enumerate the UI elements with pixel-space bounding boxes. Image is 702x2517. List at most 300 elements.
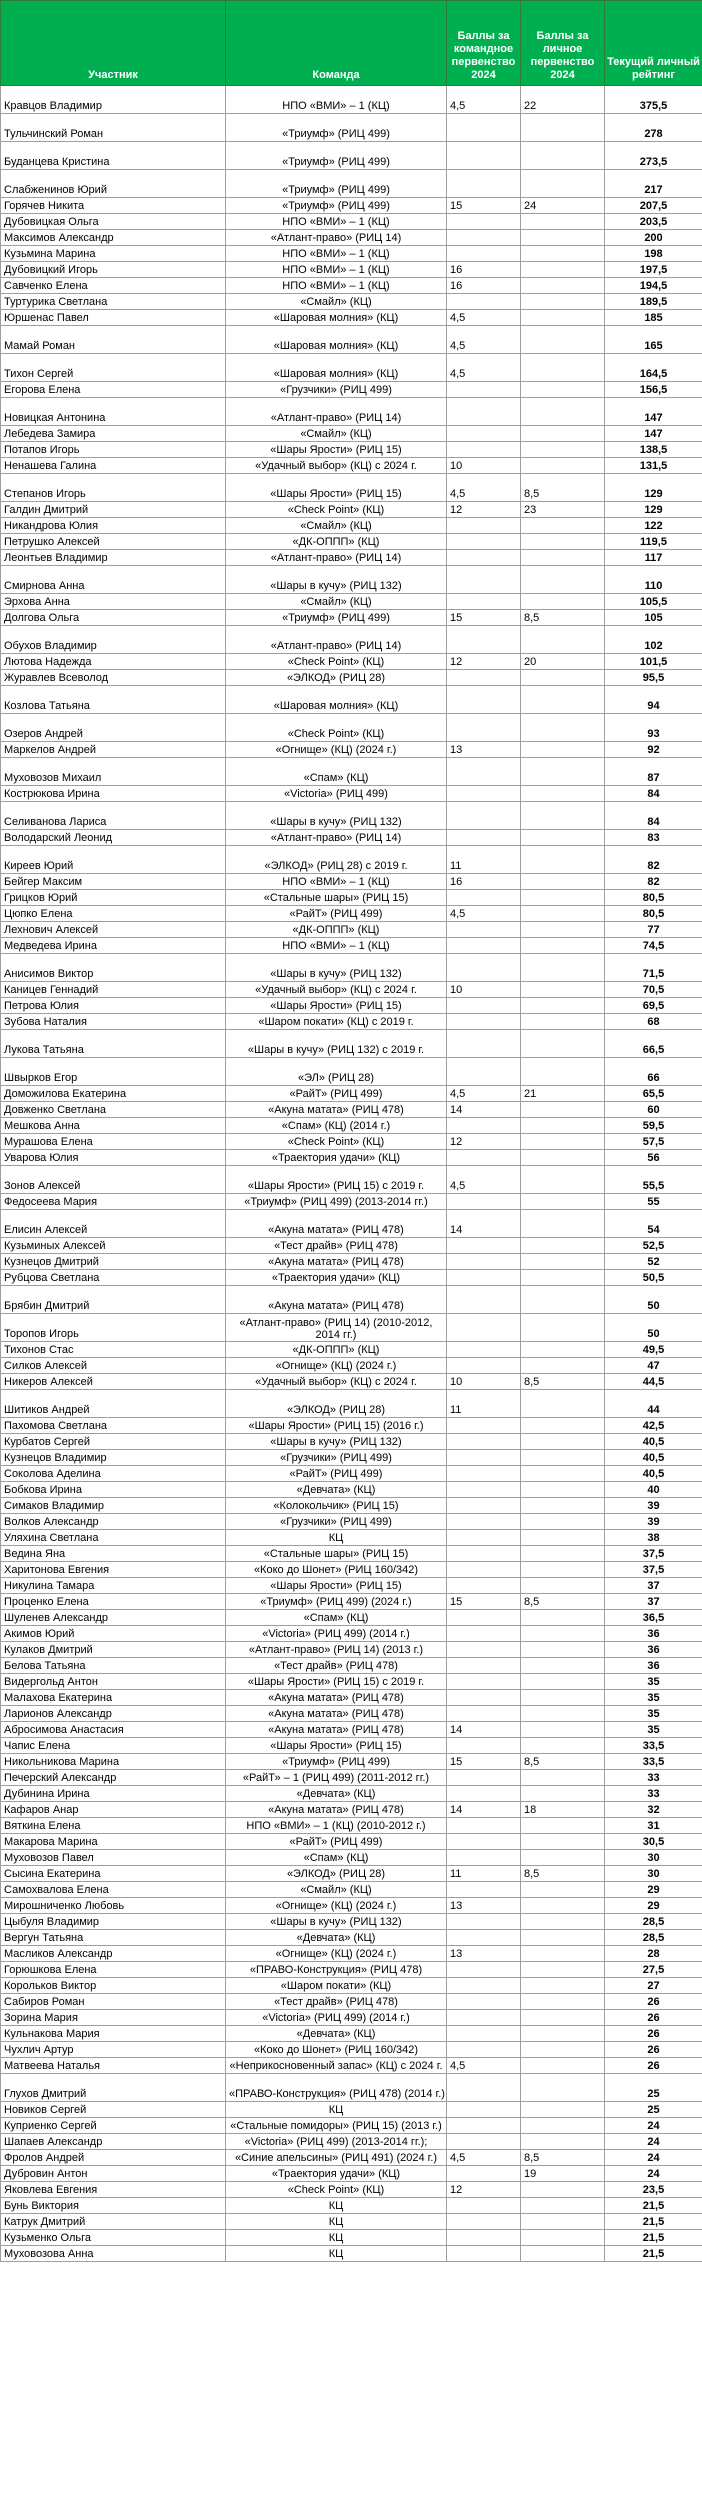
team-cell[interactable]: «Check Point» (КЦ): [226, 714, 447, 742]
rating-cell[interactable]: 24: [605, 2166, 702, 2182]
rating-cell[interactable]: 164,5: [605, 354, 702, 382]
rating-cell[interactable]: 37,5: [605, 1546, 702, 1562]
participant-cell[interactable]: Шапаев Александр: [1, 2134, 226, 2150]
rating-cell[interactable]: 38: [605, 1530, 702, 1546]
participant-cell[interactable]: Лехнович Алексей: [1, 922, 226, 938]
rating-cell[interactable]: 84: [605, 786, 702, 802]
team-points-cell[interactable]: [447, 1254, 521, 1270]
participant-cell[interactable]: Масликов Александр: [1, 1946, 226, 1962]
rating-cell[interactable]: 31: [605, 1818, 702, 1834]
participant-cell[interactable]: Дубовицкая Ольга: [1, 214, 226, 230]
participant-cell[interactable]: Печерский Александр: [1, 1770, 226, 1786]
rating-cell[interactable]: 33: [605, 1786, 702, 1802]
participant-cell[interactable]: Галдин Дмитрий: [1, 502, 226, 518]
team-points-cell[interactable]: 15: [447, 1594, 521, 1610]
rating-cell[interactable]: 52,5: [605, 1238, 702, 1254]
team-points-cell[interactable]: [447, 786, 521, 802]
rating-cell[interactable]: 49,5: [605, 1342, 702, 1358]
rating-cell[interactable]: 24: [605, 2134, 702, 2150]
participant-cell[interactable]: Самохвалова Елена: [1, 1882, 226, 1898]
personal-points-cell[interactable]: [521, 566, 605, 594]
rating-cell[interactable]: 57,5: [605, 1134, 702, 1150]
rating-cell[interactable]: 375,5: [605, 86, 702, 114]
rating-cell[interactable]: 26: [605, 2042, 702, 2058]
team-cell[interactable]: «Атлант-право» (РИЦ 14): [226, 398, 447, 426]
personal-points-cell[interactable]: [521, 326, 605, 354]
personal-points-cell[interactable]: 8,5: [521, 1594, 605, 1610]
personal-points-cell[interactable]: [521, 1898, 605, 1914]
rating-cell[interactable]: 35: [605, 1690, 702, 1706]
personal-points-cell[interactable]: [521, 874, 605, 890]
team-points-cell[interactable]: [447, 246, 521, 262]
rating-cell[interactable]: 198: [605, 246, 702, 262]
rating-cell[interactable]: 278: [605, 114, 702, 142]
team-cell[interactable]: НПО «ВМИ» – 1 (КЦ): [226, 278, 447, 294]
team-cell[interactable]: «Неприкосновенный запас» (КЦ) с 2024 г.: [226, 2058, 447, 2074]
participant-cell[interactable]: Мешкова Анна: [1, 1118, 226, 1134]
team-cell[interactable]: «Спам» (КЦ) (2014 г.): [226, 1118, 447, 1134]
participant-cell[interactable]: Видергольд Антон: [1, 1674, 226, 1690]
rating-cell[interactable]: 66: [605, 1058, 702, 1086]
participant-cell[interactable]: Абросимова Анастасия: [1, 1722, 226, 1738]
personal-points-cell[interactable]: [521, 1390, 605, 1418]
rating-cell[interactable]: 42,5: [605, 1418, 702, 1434]
team-points-cell[interactable]: [447, 382, 521, 398]
participant-cell[interactable]: Зубова Наталия: [1, 1014, 226, 1030]
personal-points-cell[interactable]: [521, 1058, 605, 1086]
personal-points-cell[interactable]: [521, 938, 605, 954]
team-cell[interactable]: «Шаровая молния» (КЦ): [226, 310, 447, 326]
personal-points-cell[interactable]: [521, 686, 605, 714]
team-points-cell[interactable]: [447, 518, 521, 534]
personal-points-cell[interactable]: [521, 1706, 605, 1722]
personal-points-cell[interactable]: [521, 1342, 605, 1358]
team-points-cell[interactable]: [447, 1690, 521, 1706]
team-cell[interactable]: «Шары в кучу» (РИЦ 132): [226, 1434, 447, 1450]
team-cell[interactable]: «ПРАВО-Конструкция» (РИЦ 478): [226, 1962, 447, 1978]
rating-cell[interactable]: 197,5: [605, 262, 702, 278]
team-cell[interactable]: «Огнище» (КЦ) (2024 г.): [226, 742, 447, 758]
team-cell[interactable]: «Грузчики» (РИЦ 499): [226, 1450, 447, 1466]
team-points-cell[interactable]: 4,5: [447, 310, 521, 326]
rating-cell[interactable]: 102: [605, 626, 702, 654]
team-points-cell[interactable]: [447, 2102, 521, 2118]
participant-cell[interactable]: Макарова Марина: [1, 1834, 226, 1850]
team-cell[interactable]: «Шары в кучу» (РИЦ 132): [226, 802, 447, 830]
rating-cell[interactable]: 131,5: [605, 458, 702, 474]
rating-cell[interactable]: 36,5: [605, 1610, 702, 1626]
personal-points-cell[interactable]: [521, 1134, 605, 1150]
participant-cell[interactable]: Кулаков Дмитрий: [1, 1642, 226, 1658]
participant-cell[interactable]: Харитонова Евгения: [1, 1562, 226, 1578]
personal-points-cell[interactable]: [521, 998, 605, 1014]
personal-points-cell[interactable]: 8,5: [521, 1754, 605, 1770]
team-points-cell[interactable]: [447, 1834, 521, 1850]
rating-cell[interactable]: 30: [605, 1850, 702, 1866]
rating-cell[interactable]: 156,5: [605, 382, 702, 398]
team-cell[interactable]: «Атлант-право» (РИЦ 14): [226, 230, 447, 246]
team-cell[interactable]: «Триумф» (РИЦ 499): [226, 170, 447, 198]
team-cell[interactable]: «Смайл» (КЦ): [226, 594, 447, 610]
personal-points-cell[interactable]: [521, 2182, 605, 2198]
personal-points-cell[interactable]: [521, 1770, 605, 1786]
team-cell[interactable]: «ДК-ОППП» (КЦ): [226, 922, 447, 938]
participant-cell[interactable]: Корольков Виктор: [1, 1978, 226, 1994]
participant-cell[interactable]: Бунь Виктория: [1, 2198, 226, 2214]
team-points-cell[interactable]: [447, 1270, 521, 1286]
personal-points-cell[interactable]: [521, 230, 605, 246]
participant-cell[interactable]: Муховозов Михаил: [1, 758, 226, 786]
personal-points-cell[interactable]: [521, 1466, 605, 1482]
participant-cell[interactable]: Рубцова Светлана: [1, 1270, 226, 1286]
team-cell[interactable]: НПО «ВМИ» – 1 (КЦ): [226, 938, 447, 954]
team-points-cell[interactable]: [447, 1626, 521, 1642]
team-cell[interactable]: «Шаровая молния» (КЦ): [226, 326, 447, 354]
personal-points-cell[interactable]: [521, 1166, 605, 1194]
participant-cell[interactable]: Кострюкова Ирина: [1, 786, 226, 802]
personal-points-cell[interactable]: [521, 2042, 605, 2058]
personal-points-cell[interactable]: [521, 426, 605, 442]
personal-points-cell[interactable]: [521, 1674, 605, 1690]
participant-cell[interactable]: Максимов Александр: [1, 230, 226, 246]
team-points-cell[interactable]: 13: [447, 1946, 521, 1962]
rating-cell[interactable]: 80,5: [605, 906, 702, 922]
participant-cell[interactable]: Лебедева Замира: [1, 426, 226, 442]
rating-cell[interactable]: 92: [605, 742, 702, 758]
team-cell[interactable]: «ПРАВО-Конструкция» (РИЦ 478) (2014 г.): [226, 2074, 447, 2102]
rating-cell[interactable]: 30: [605, 1866, 702, 1882]
personal-points-cell[interactable]: [521, 246, 605, 262]
team-cell[interactable]: «Удачный выбор» (КЦ) с 2024 г.: [226, 458, 447, 474]
rating-cell[interactable]: 44,5: [605, 1374, 702, 1390]
team-points-cell[interactable]: 11: [447, 846, 521, 874]
team-points-cell[interactable]: 4,5: [447, 1166, 521, 1194]
team-cell[interactable]: «Атлант-право» (РИЦ 14) (2013 г.): [226, 1642, 447, 1658]
team-points-cell[interactable]: [447, 1674, 521, 1690]
team-points-cell[interactable]: [447, 442, 521, 458]
participant-cell[interactable]: Федосеева Мария: [1, 1194, 226, 1210]
personal-points-cell[interactable]: [521, 1102, 605, 1118]
rating-cell[interactable]: 29: [605, 1882, 702, 1898]
team-points-cell[interactable]: [447, 758, 521, 786]
personal-points-cell[interactable]: [521, 786, 605, 802]
team-points-cell[interactable]: 15: [447, 610, 521, 626]
participant-cell[interactable]: Глухов Дмитрий: [1, 2074, 226, 2102]
rating-cell[interactable]: 54: [605, 1210, 702, 1238]
rating-cell[interactable]: 200: [605, 230, 702, 246]
team-cell[interactable]: КЦ: [226, 2198, 447, 2214]
team-cell[interactable]: НПО «ВМИ» – 1 (КЦ) (2010-2012 г.): [226, 1818, 447, 1834]
team-points-cell[interactable]: [447, 830, 521, 846]
personal-points-cell[interactable]: [521, 310, 605, 326]
team-cell[interactable]: «Шары в кучу» (РИЦ 132): [226, 954, 447, 982]
team-points-cell[interactable]: [447, 1738, 521, 1754]
team-points-cell[interactable]: [447, 2230, 521, 2246]
rating-cell[interactable]: 138,5: [605, 442, 702, 458]
team-points-cell[interactable]: [447, 802, 521, 830]
participant-cell[interactable]: Киреев Юрий: [1, 846, 226, 874]
team-cell[interactable]: «Check Point» (КЦ): [226, 654, 447, 670]
team-points-cell[interactable]: 16: [447, 262, 521, 278]
team-cell[interactable]: «Огнище» (КЦ) (2024 г.): [226, 1946, 447, 1962]
rating-cell[interactable]: 21,5: [605, 2198, 702, 2214]
participant-cell[interactable]: Тихон Сергей: [1, 354, 226, 382]
personal-points-cell[interactable]: [521, 2134, 605, 2150]
team-points-cell[interactable]: [447, 1498, 521, 1514]
rating-cell[interactable]: 80,5: [605, 890, 702, 906]
team-cell[interactable]: «ЭЛКОД» (РИЦ 28) с 2019 г.: [226, 846, 447, 874]
team-cell[interactable]: «РайТ» (РИЦ 499): [226, 906, 447, 922]
team-cell[interactable]: «Акуна матата» (РИЦ 478): [226, 1706, 447, 1722]
personal-points-cell[interactable]: [521, 758, 605, 786]
participant-cell[interactable]: Уляхина Светлана: [1, 1530, 226, 1546]
personal-points-cell[interactable]: [521, 142, 605, 170]
participant-cell[interactable]: Мирошниченко Любовь: [1, 1898, 226, 1914]
team-cell[interactable]: «Тест драйв» (РИЦ 478): [226, 1658, 447, 1674]
team-points-cell[interactable]: [447, 1578, 521, 1594]
personal-points-cell[interactable]: [521, 170, 605, 198]
participant-cell[interactable]: Тульчинский Роман: [1, 114, 226, 142]
personal-points-cell[interactable]: [521, 214, 605, 230]
team-points-cell[interactable]: [447, 2198, 521, 2214]
team-cell[interactable]: «Стальные шары» (РИЦ 15): [226, 890, 447, 906]
team-points-cell[interactable]: [447, 114, 521, 142]
team-points-cell[interactable]: [447, 230, 521, 246]
team-cell[interactable]: КЦ: [226, 2230, 447, 2246]
personal-points-cell[interactable]: [521, 1962, 605, 1978]
personal-points-cell[interactable]: 20: [521, 654, 605, 670]
participant-cell[interactable]: Елисин Алексей: [1, 1210, 226, 1238]
rating-cell[interactable]: 32: [605, 1802, 702, 1818]
team-points-cell[interactable]: [447, 2134, 521, 2150]
participant-cell[interactable]: Кузнецов Владимир: [1, 1450, 226, 1466]
team-cell[interactable]: «Victoria» (РИЦ 499) (2014 г.): [226, 1626, 447, 1642]
team-points-cell[interactable]: [447, 1286, 521, 1314]
rating-cell[interactable]: 27,5: [605, 1962, 702, 1978]
rating-cell[interactable]: 28,5: [605, 1930, 702, 1946]
personal-points-cell[interactable]: [521, 294, 605, 310]
personal-points-cell[interactable]: [521, 458, 605, 474]
participant-cell[interactable]: Козлова Татьяна: [1, 686, 226, 714]
team-cell[interactable]: «Акуна матата» (РИЦ 478): [226, 1102, 447, 1118]
participant-cell[interactable]: Дубовицкий Игорь: [1, 262, 226, 278]
rating-cell[interactable]: 40,5: [605, 1434, 702, 1450]
participant-cell[interactable]: Журавлев Всеволод: [1, 670, 226, 686]
team-points-cell[interactable]: [447, 1238, 521, 1254]
team-cell[interactable]: «Акуна матата» (РИЦ 478): [226, 1210, 447, 1238]
personal-points-cell[interactable]: 21: [521, 1086, 605, 1102]
team-points-cell[interactable]: [447, 1434, 521, 1450]
team-points-cell[interactable]: 4,5: [447, 2058, 521, 2074]
team-points-cell[interactable]: [447, 1150, 521, 1166]
participant-cell[interactable]: Проценко Елена: [1, 1594, 226, 1610]
rating-cell[interactable]: 39: [605, 1514, 702, 1530]
participant-cell[interactable]: Потапов Игорь: [1, 442, 226, 458]
team-points-cell[interactable]: [447, 2074, 521, 2102]
header-team-points[interactable]: Баллы за командное первенство 2024: [447, 1, 521, 86]
personal-points-cell[interactable]: [521, 2246, 605, 2262]
participant-cell[interactable]: Никулина Тамара: [1, 1578, 226, 1594]
team-points-cell[interactable]: 10: [447, 1374, 521, 1390]
personal-points-cell[interactable]: [521, 1514, 605, 1530]
participant-cell[interactable]: Никеров Алексей: [1, 1374, 226, 1390]
team-points-cell[interactable]: [447, 2026, 521, 2042]
personal-points-cell[interactable]: [521, 1914, 605, 1930]
team-points-cell[interactable]: [447, 1194, 521, 1210]
team-cell[interactable]: «РайТ» (РИЦ 499): [226, 1834, 447, 1850]
team-points-cell[interactable]: [447, 1562, 521, 1578]
rating-cell[interactable]: 50,5: [605, 1270, 702, 1286]
rating-cell[interactable]: 129: [605, 502, 702, 518]
team-cell[interactable]: «Смайл» (КЦ): [226, 426, 447, 442]
team-points-cell[interactable]: 4,5: [447, 474, 521, 502]
personal-points-cell[interactable]: [521, 382, 605, 398]
personal-points-cell[interactable]: [521, 1358, 605, 1374]
rating-cell[interactable]: 273,5: [605, 142, 702, 170]
team-cell[interactable]: «Девчата» (КЦ): [226, 1482, 447, 1498]
rating-cell[interactable]: 147: [605, 426, 702, 442]
team-points-cell[interactable]: 4,5: [447, 326, 521, 354]
team-points-cell[interactable]: 14: [447, 1102, 521, 1118]
team-points-cell[interactable]: [447, 670, 521, 686]
personal-points-cell[interactable]: [521, 354, 605, 382]
team-cell[interactable]: «Атлант-право» (РИЦ 14): [226, 830, 447, 846]
participant-cell[interactable]: Муховозов Павел: [1, 1850, 226, 1866]
rating-cell[interactable]: 26: [605, 2058, 702, 2074]
participant-cell[interactable]: Бейгер Максим: [1, 874, 226, 890]
participant-cell[interactable]: Довженко Светлана: [1, 1102, 226, 1118]
participant-cell[interactable]: Новицкая Антонина: [1, 398, 226, 426]
personal-points-cell[interactable]: 8,5: [521, 610, 605, 626]
rating-cell[interactable]: 59,5: [605, 1118, 702, 1134]
rating-cell[interactable]: 36: [605, 1658, 702, 1674]
rating-cell[interactable]: 119,5: [605, 534, 702, 550]
team-cell[interactable]: «Акуна матата» (РИЦ 478): [226, 1802, 447, 1818]
personal-points-cell[interactable]: [521, 1118, 605, 1134]
personal-points-cell[interactable]: [521, 1314, 605, 1342]
participant-cell[interactable]: Цыбуля Владимир: [1, 1914, 226, 1930]
team-cell[interactable]: «Траектория удачи» (КЦ): [226, 2166, 447, 2182]
rating-cell[interactable]: 50: [605, 1314, 702, 1342]
team-cell[interactable]: «Check Point» (КЦ): [226, 502, 447, 518]
participant-cell[interactable]: Зорина Мария: [1, 2010, 226, 2026]
team-cell[interactable]: «Удачный выбор» (КЦ) с 2024 г.: [226, 982, 447, 998]
team-cell[interactable]: «Шары Ярости» (РИЦ 15): [226, 1738, 447, 1754]
rating-cell[interactable]: 217: [605, 170, 702, 198]
team-points-cell[interactable]: [447, 1642, 521, 1658]
team-points-cell[interactable]: [447, 1514, 521, 1530]
team-points-cell[interactable]: 11: [447, 1390, 521, 1418]
personal-points-cell[interactable]: [521, 2102, 605, 2118]
rating-cell[interactable]: 74,5: [605, 938, 702, 954]
personal-points-cell[interactable]: [521, 1210, 605, 1238]
participant-cell[interactable]: Туртурика Светлана: [1, 294, 226, 310]
participant-cell[interactable]: Силков Алексей: [1, 1358, 226, 1374]
personal-points-cell[interactable]: [521, 1014, 605, 1030]
personal-points-cell[interactable]: [521, 398, 605, 426]
rating-cell[interactable]: 122: [605, 518, 702, 534]
personal-points-cell[interactable]: [521, 2198, 605, 2214]
personal-points-cell[interactable]: [521, 1030, 605, 1058]
personal-points-cell[interactable]: [521, 2214, 605, 2230]
team-points-cell[interactable]: [447, 1978, 521, 1994]
rating-cell[interactable]: 33,5: [605, 1738, 702, 1754]
team-points-cell[interactable]: 11: [447, 1866, 521, 1882]
team-cell[interactable]: «Триумф» (РИЦ 499): [226, 1754, 447, 1770]
participant-cell[interactable]: Пахомова Светлана: [1, 1418, 226, 1434]
team-cell[interactable]: «ЭЛКОД» (РИЦ 28): [226, 670, 447, 686]
team-cell[interactable]: «Шары Ярости» (РИЦ 15): [226, 474, 447, 502]
rating-cell[interactable]: 82: [605, 874, 702, 890]
rating-cell[interactable]: 40,5: [605, 1466, 702, 1482]
rating-cell[interactable]: 87: [605, 758, 702, 786]
participant-cell[interactable]: Чухлич Артур: [1, 2042, 226, 2058]
personal-points-cell[interactable]: [521, 1626, 605, 1642]
team-points-cell[interactable]: [447, 1418, 521, 1434]
team-cell[interactable]: «Шары в кучу» (РИЦ 132) с 2019 г.: [226, 1030, 447, 1058]
rating-cell[interactable]: 65,5: [605, 1086, 702, 1102]
rating-cell[interactable]: 52: [605, 1254, 702, 1270]
team-cell[interactable]: «Шары в кучу» (РИЦ 132): [226, 566, 447, 594]
participant-cell[interactable]: Петрушко Алексей: [1, 534, 226, 550]
rating-cell[interactable]: 55: [605, 1194, 702, 1210]
participant-cell[interactable]: Горюшкова Елена: [1, 1962, 226, 1978]
participant-cell[interactable]: Лютова Надежда: [1, 654, 226, 670]
header-personal-points[interactable]: Баллы за личное первенство 2024: [521, 1, 605, 86]
personal-points-cell[interactable]: [521, 1690, 605, 1706]
participant-cell[interactable]: Егорова Елена: [1, 382, 226, 398]
team-points-cell[interactable]: [447, 1610, 521, 1626]
rating-cell[interactable]: 37,5: [605, 1562, 702, 1578]
team-points-cell[interactable]: 15: [447, 198, 521, 214]
team-points-cell[interactable]: [447, 294, 521, 310]
rating-cell[interactable]: 27: [605, 1978, 702, 1994]
participant-cell[interactable]: Слабженинов Юрий: [1, 170, 226, 198]
team-points-cell[interactable]: 12: [447, 654, 521, 670]
team-cell[interactable]: «Триумф» (РИЦ 499): [226, 610, 447, 626]
rating-cell[interactable]: 94: [605, 686, 702, 714]
rating-cell[interactable]: 47: [605, 1358, 702, 1374]
team-cell[interactable]: «Акуна матата» (РИЦ 478): [226, 1690, 447, 1706]
participant-cell[interactable]: Ненашева Галина: [1, 458, 226, 474]
rating-cell[interactable]: 69,5: [605, 998, 702, 1014]
rating-cell[interactable]: 26: [605, 2026, 702, 2042]
team-points-cell[interactable]: 16: [447, 278, 521, 294]
team-cell[interactable]: «Шары Ярости» (РИЦ 15) с 2019 г.: [226, 1166, 447, 1194]
rating-cell[interactable]: 55,5: [605, 1166, 702, 1194]
personal-points-cell[interactable]: [521, 442, 605, 458]
personal-points-cell[interactable]: [521, 2058, 605, 2074]
team-cell[interactable]: НПО «ВМИ» – 1 (КЦ): [226, 874, 447, 890]
participant-cell[interactable]: Обухов Владимир: [1, 626, 226, 654]
personal-points-cell[interactable]: [521, 1834, 605, 1850]
team-points-cell[interactable]: [447, 534, 521, 550]
personal-points-cell[interactable]: [521, 1738, 605, 1754]
team-points-cell[interactable]: [447, 1658, 521, 1674]
participant-cell[interactable]: Курбатов Сергей: [1, 1434, 226, 1450]
team-cell[interactable]: «Акуна матата» (РИЦ 478): [226, 1286, 447, 1314]
team-cell[interactable]: «ДК-ОППП» (КЦ): [226, 1342, 447, 1358]
team-points-cell[interactable]: [447, 594, 521, 610]
team-cell[interactable]: «Check Point» (КЦ): [226, 1134, 447, 1150]
participant-cell[interactable]: Зонов Алексей: [1, 1166, 226, 1194]
team-points-cell[interactable]: [447, 938, 521, 954]
team-cell[interactable]: КЦ: [226, 1530, 447, 1546]
team-cell[interactable]: «Шаровая молния» (КЦ): [226, 686, 447, 714]
team-cell[interactable]: «Check Point» (КЦ): [226, 2182, 447, 2198]
personal-points-cell[interactable]: [521, 982, 605, 998]
team-points-cell[interactable]: [447, 426, 521, 442]
